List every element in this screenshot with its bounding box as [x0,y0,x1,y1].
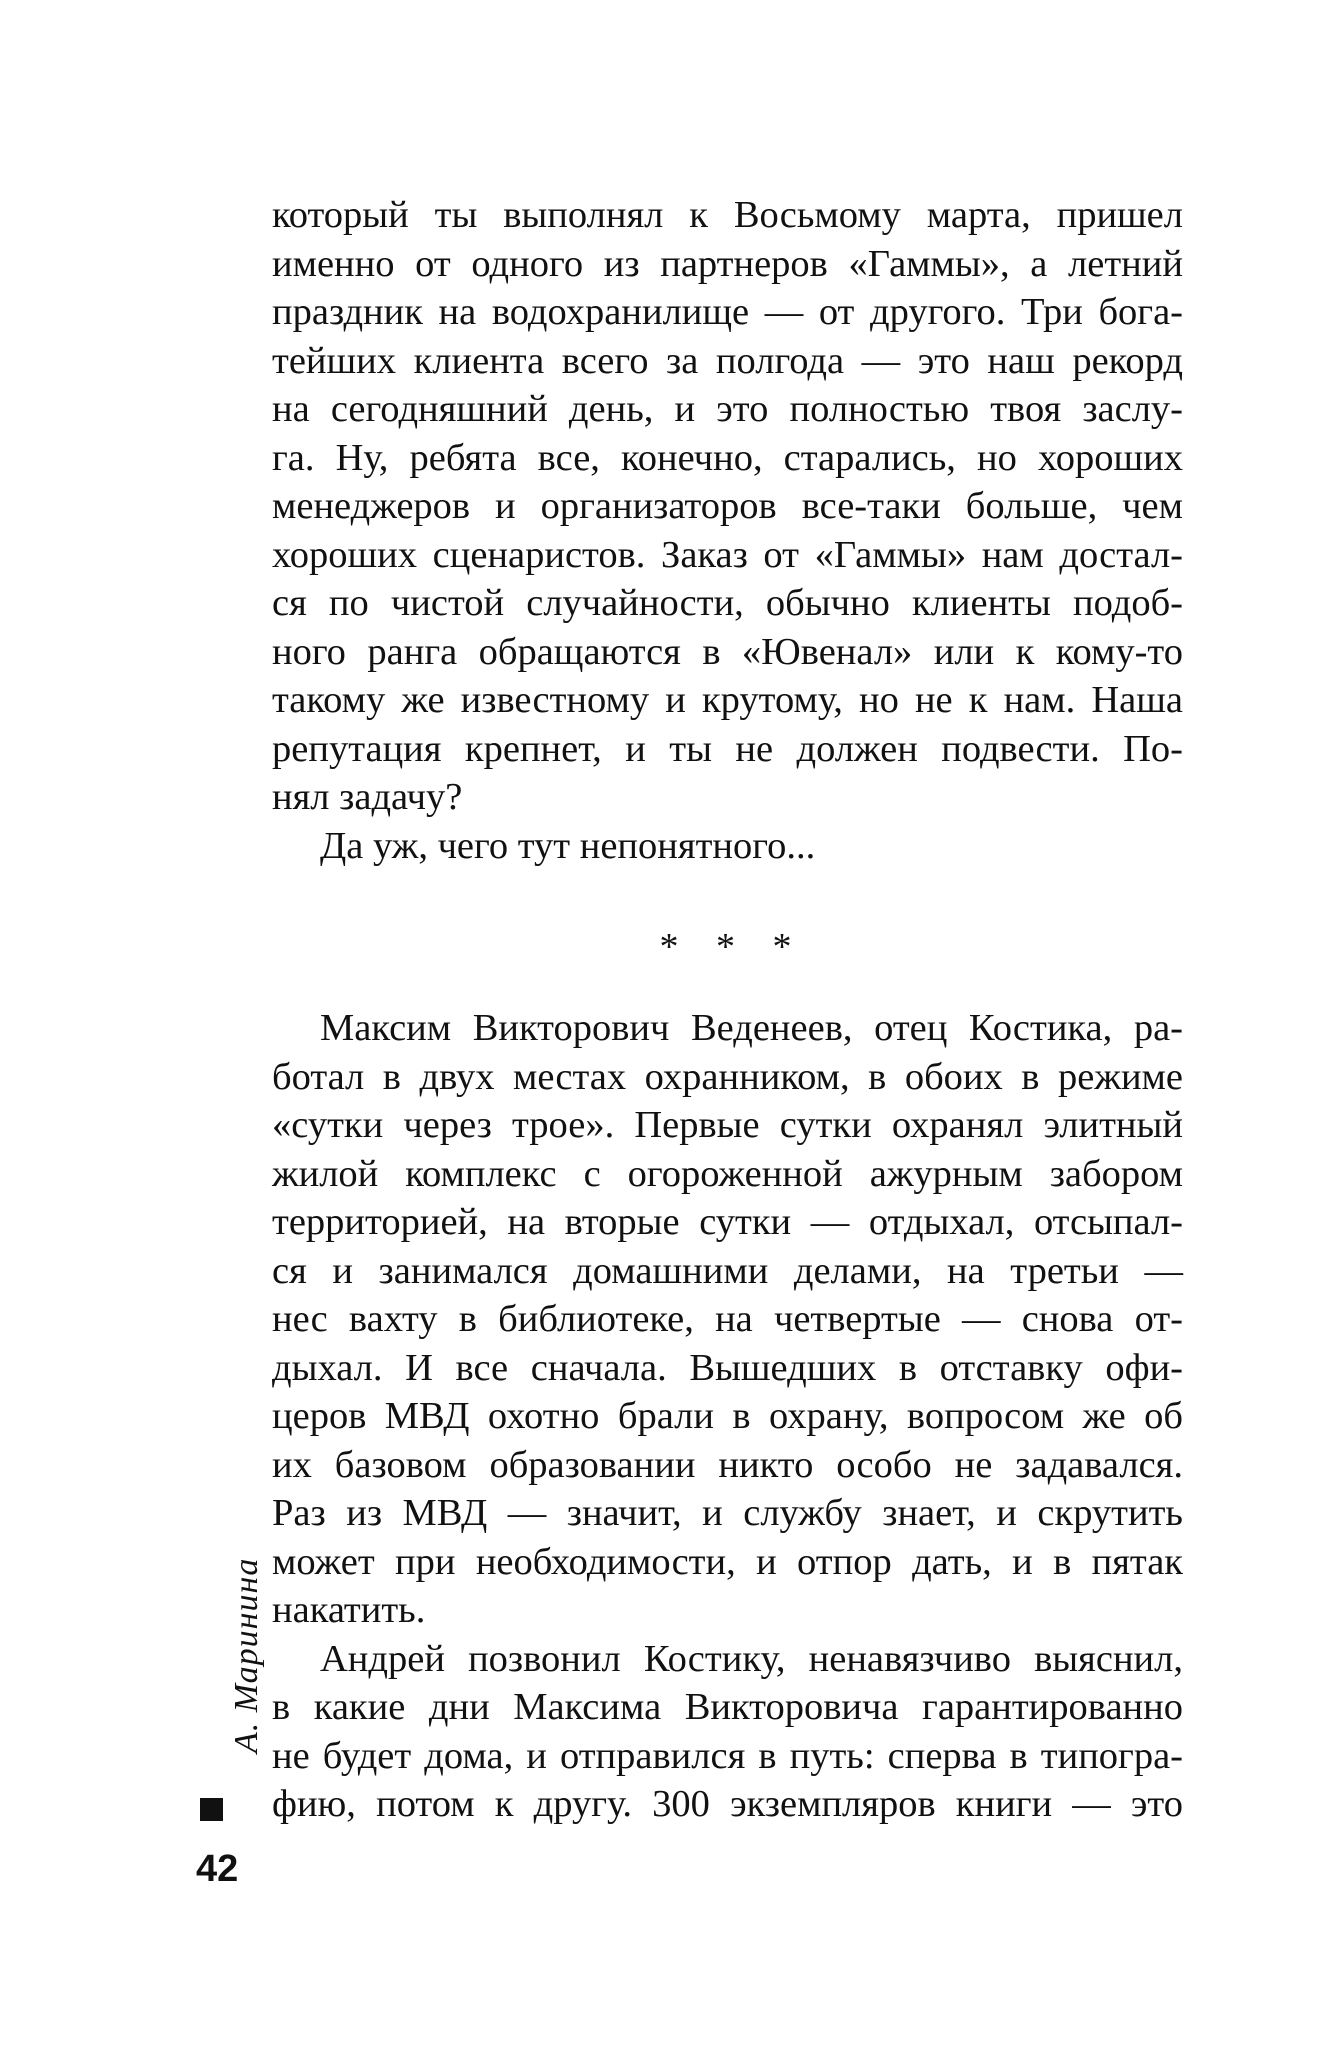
text-line: Раз из МВД — значит, и службу знает, и скрутить [272,1492,1183,1534]
text-line: ботал в двух местах охранником, в обоих в режиме [272,1055,1183,1098]
text-line: который ты выполнял к Восьмому марта, пришел [272,194,1183,236]
paragraph-start-line: Андрей позвонил Костику, ненавязчиво выяснил, [320,1637,1183,1680]
text-line: «сутки через трое». Первые сутки охранял элитный [272,1104,1183,1146]
text-block-top [272,191,1183,870]
text-line: ного ранга обращаются в «Ювенал» или к кому-то [272,630,1183,673]
text-line: репутация крепнет, и ты не должен подвести. По- [272,727,1183,770]
text-line: фию, потом к другу. 300 экземпляров книги — это [272,1783,1183,1825]
text-line: га. Ну, ребята все, конечно, старались, но хороших [272,436,1183,479]
text-line: менеджеров и организаторов все-таки больше, чем [272,485,1183,527]
text-block-bottom [272,1004,1183,1829]
text-line: на сегодняшний день, и это полностью твоя заслу- [272,388,1183,430]
text-line: в какие дни Максима Викторовича гарантированно [272,1686,1183,1728]
text-line: тейших клиента всего за полгода — это наш рекорд [272,339,1183,382]
text-line: жилой комплекс с огороженной ажурным забором [272,1152,1183,1195]
text-line: праздник на водохранилище — от другого. Три бога- [272,291,1183,333]
text-line: не будет дома, и отправился в путь: сперва в типогра- [272,1734,1183,1777]
text-line: может при необходимости, и отпор дать, и в пятак [272,1540,1183,1583]
text-line: ся по чистой случайности, обычно клиенты подоб- [272,582,1183,624]
text-line: хороших сценаристов. Заказ от «Гаммы» нам достал- [272,533,1183,576]
text-line: накатить. [272,1589,426,1631]
paragraph-start-line: Максим Викторович Веденеев, отец Костика, ра- [320,1007,1183,1049]
text-line: территорией, на вторые сутки — отдыхал, отсыпал- [272,1201,1183,1243]
running-head-author: А. Маринина [228,1557,265,1753]
text-line: ся и занимался домашними делами, на третьи — [272,1249,1183,1292]
text-line: нес вахту в библиотеке, на четвертые — снова от- [272,1298,1183,1340]
text-line: нял задачу? [272,776,463,818]
section-separator: * * * [659,926,806,968]
text-line: церов МВД охотно брали в охрану, вопросом же об [272,1395,1183,1437]
text-line: именно от одного из партнеров «Гаммы», а летний [272,242,1183,285]
text-line: дыхал. И все сначала. Вышедших в отставку офи- [272,1346,1183,1389]
paragraph-start-line: Да уж, чего тут непонятного... [320,824,816,867]
text-line: их базовом образовании никто особо не задавался. [272,1443,1183,1486]
square-marker-icon [200,1798,223,1821]
text-line: такому же известному и крутому, но не к нам. Наша [272,679,1183,721]
page-number: 42 [196,1848,239,1890]
